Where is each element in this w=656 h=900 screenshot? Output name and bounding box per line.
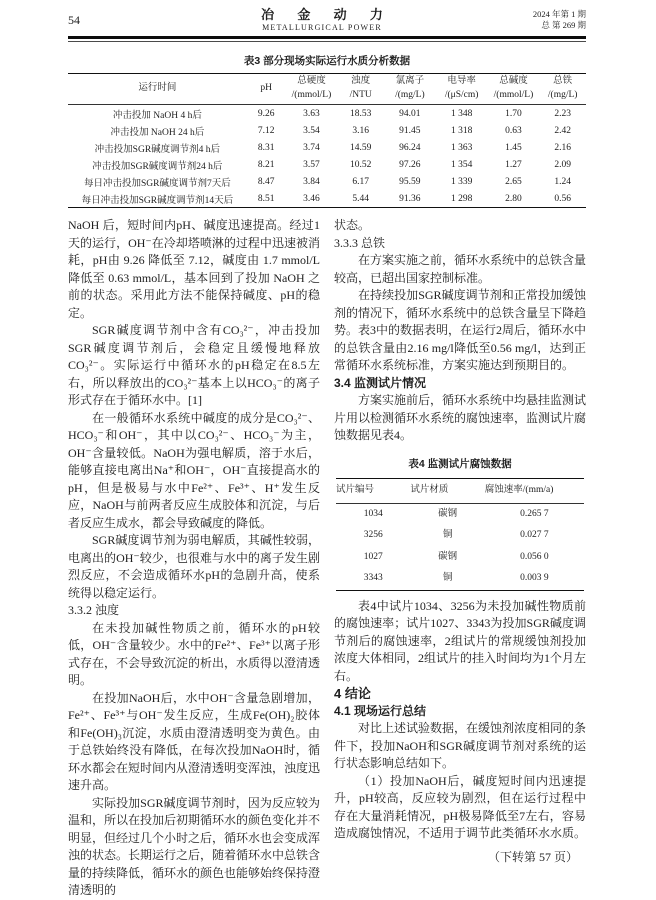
table-cell: 2.23 [554, 108, 571, 119]
journal-title-cn: 冶 金 动 力 [261, 7, 393, 22]
col-conductivity: 电导率 /(μS/cm) [436, 74, 488, 105]
table-cell: 7.12 [257, 125, 275, 136]
paragraph: 在持续投加SGR碱度调节剂和正常投加缓蚀剂的情况下，循环水系统中的总铁含量呈下降趋势。表3中的数据表明，在运行2周后，循环水中的总铁含量由2.16 mg/l降低至0.56 mg/l，达到正常循环水系统标准，方案实施达到预期目的。 [334, 288, 587, 373]
continued-on-note: （下转第 57 页） [487, 849, 578, 864]
table-cell: 8.31 [257, 142, 275, 153]
table-cell: 2.80 [505, 193, 522, 204]
table-cell: 0.056 0 [520, 551, 549, 562]
table-row [68, 173, 586, 190]
page-number: 54 [68, 12, 80, 27]
table-cell: 1.24 [554, 176, 571, 187]
table-row [336, 547, 584, 569]
table-cell: 18.53 [349, 108, 372, 119]
table-cell: 碳钢 [438, 551, 458, 562]
table-cell: 每日冲击投加SGR碱度调节剂7天后 [83, 178, 231, 189]
table-cell: 3.54 [303, 125, 320, 136]
table3-header [68, 74, 586, 105]
table-cell: 0.63 [505, 125, 522, 136]
table-cell: 0.027 7 [520, 530, 549, 541]
paragraph: 在投加NaOH后，水中OH⁻含量急剧增加，Fe²⁺、Fe³⁺与OH⁻发生反应，生成Fe(OH)₂胶体和Fe(OH)₃沉淀，水质由澄清透明变为黄色。由于总铁始终没有降低，在每次投加NaOH时，循环水都会在短时间内从澄清透明变浑浊，浊度迅速升高。 [68, 690, 321, 793]
table-cell: 1.45 [505, 142, 522, 153]
table-row [68, 122, 586, 139]
table-row [68, 190, 586, 208]
table-cell: 1034 [363, 508, 383, 519]
table-cell: 91.45 [399, 125, 421, 136]
table-cell: 2.42 [554, 125, 571, 136]
table-cell: 3.46 [303, 193, 320, 204]
table-cell: 3.16 [352, 125, 369, 136]
col-coupon-material: 试片材质 [410, 479, 484, 504]
table-cell: 碳钢 [438, 508, 458, 519]
table-cell: 1 298 [450, 193, 473, 204]
table-cell: 2.65 [505, 176, 522, 187]
table3-body [68, 105, 586, 208]
table4-body [336, 503, 584, 590]
paragraph: 对比上述试验数据，在缓蚀剂浓度相同的条件下，投加NaOH和SGR碱度调节剂对系统的运行状态影响总结如下。 [334, 721, 587, 771]
paragraph: 在一般循环水系统中碱度的成分是CO₃²⁻、HCO₃⁻和OH⁻，其中以CO₃²⁻、HCO₃⁻为主，OH⁻含量较低。NaOH为强电解质，溶于水后，能够直接电离出Na⁺和OH⁻，OH⁻直接提高水的pH，但是极易与水中Fe²⁺、Fe³⁺、H⁺发生反应，NaOH与前两者反应生成胶体和沉淀，与后者反应生成水，都会导致碱度的降低。 [68, 410, 320, 530]
table-cell: 冲击投加SGR碱度调节剂24 h后 [92, 161, 223, 172]
table-cell: 91.36 [399, 193, 421, 204]
heading-3-3-3: 3.3.3 总铁 [334, 235, 386, 250]
paragraph: SGR碱度调节剂中含有CO₃²⁻，冲击投加SGR碱度调节剂后，会稳定且缓慢地释放CO₃²⁻。实际运行中循环水的pH稳定在8.5左右，所以释放出的CO₃²⁻基本上以HCO₃⁻的离子形式存在于循环水中。[1] [68, 323, 320, 408]
col-hardness: 总硬度 /(mmol/L) [286, 74, 338, 105]
table-cell: 10.52 [349, 159, 372, 170]
table-cell: 97.26 [399, 159, 421, 170]
table3-header-row [68, 74, 586, 105]
table-cell: 5.44 [352, 193, 369, 204]
col-corrosion-rate: 腐蚀速率/(mm/a) [485, 479, 584, 504]
col-chloride: 氯离子 /(mg/L) [384, 74, 436, 105]
table-row [68, 139, 586, 156]
table-cell: 2.09 [554, 159, 571, 170]
table-row [68, 105, 586, 123]
left-column [68, 217, 320, 900]
table-cell: 3.57 [303, 159, 320, 170]
col-coupon-id: 试片编号 [336, 479, 410, 504]
journal-title-block [138, 8, 506, 32]
table-cell: 1.27 [505, 159, 522, 170]
col-runtime: 运行时间 [68, 74, 247, 105]
table-cell: 3256 [363, 530, 383, 541]
table-cell: 1 363 [450, 142, 473, 153]
table-cell: 6.17 [352, 176, 369, 187]
table3 [68, 73, 586, 208]
right-column [334, 217, 586, 900]
col-alkalinity: 总碱度 /(mmol/L) [488, 74, 540, 105]
table-row [68, 156, 586, 173]
heading-3-3-2: 3.3.2 浊度 [68, 603, 120, 618]
table4-wrap [334, 478, 586, 591]
paragraph: 状态。 [334, 218, 371, 233]
table-cell: 每日冲击投加SGR碱度调节剂14天后 [81, 195, 234, 206]
table-cell: 0.265 7 [520, 508, 549, 519]
issue-info [506, 9, 586, 32]
heading-4-1: 4.1 现场运行总结 [334, 703, 427, 718]
paragraph: SGR碱度调节剂为弱电解质，其碱性较弱，电离出的OH⁻较少，也很难与水中的离子发生剧烈反应，不会造成循环水pH的急剧升高，使系统得以稳定运行。 [68, 533, 320, 600]
table-cell: 95.59 [399, 176, 421, 187]
table-cell: 冲击投加SGR碱度调节剂4 h后 [94, 144, 221, 155]
table-cell: 1 339 [450, 176, 473, 187]
table-row [336, 503, 584, 525]
article-body [68, 217, 586, 900]
head-rule-thick [68, 36, 586, 39]
table4 [336, 478, 584, 591]
journal-title-en: METALLURGICAL POWER [262, 22, 382, 32]
table-cell: 94.01 [399, 108, 421, 119]
paragraph: 在方案实施之前，循环水系统中的总铁含量较高，已超出国家控制标准。 [334, 253, 587, 285]
table-cell: 1 348 [450, 108, 473, 119]
paragraph: 在未投加碱性物质之前，循环水的pH较低，OH⁻含量较少。水中的Fe²⁺、Fe³⁺以离子形式存在，不会导致沉淀的析出，水质得以澄清透明。 [68, 620, 321, 688]
table3-caption: 表3 部分现场实际运行水质分析数据 [243, 55, 411, 68]
table-cell: 2.16 [554, 142, 571, 153]
col-turbidity: 浊度 /NTU [337, 74, 384, 105]
table-cell: 3.63 [303, 108, 320, 119]
issue-line-2: 总 第 269 期 [541, 20, 586, 31]
paragraph: NaOH 后，短时间内pH、碱度迅速提高。经过1天的运行，OH⁻在冷却塔喷淋的过程中迅速被消耗，pH由 9.26 降低至 7.12，碱度由 1.7 mmol/L 降低至 0.63 mmol/L，基本回到了投加 NaOH 之前的状态。采用此方法不能保持碱度、pH的稳定。 [68, 218, 320, 320]
table-cell: 8.21 [257, 159, 275, 170]
table-cell: 8.51 [257, 193, 275, 204]
col-ph: pH [247, 74, 286, 105]
table-cell: 14.59 [349, 142, 372, 153]
paragraph: （1）投加NaOH后，碱度短时间内迅速提升，pH较高，反应较为剧烈，但在运行过程中存在大量消耗情况，pH极易降低至7左右，容易造成腐蚀情况，不适用于调节此类循环水水质。 [334, 773, 587, 841]
table-cell: 9.26 [257, 108, 275, 119]
running-head [68, 8, 586, 32]
table-cell: 0.56 [554, 193, 571, 204]
table-row [336, 568, 584, 590]
table-cell: 1 318 [450, 125, 473, 136]
heading-3-4: 3.4 监测试片情况 [334, 375, 427, 390]
table-cell: 1027 [363, 551, 383, 562]
table-cell: 1.70 [505, 108, 522, 119]
col-iron: 总铁 /(mg/L) [539, 74, 586, 105]
paragraph: 实际投加SGR碱度调节剂时，因为反应较为温和，所以在投加后初期循环水的颜色变化并不明显，但经过几个小时之后，循环水也会变成浑浊的状态。长期运行之后，随着循环水中总铁含量的持续降低，循环水的颜色也能够始终保持澄清透明的 [68, 795, 321, 898]
table-cell: 铜 [442, 530, 453, 541]
table-cell: 冲击投加 NaOH 4 h后 [112, 110, 202, 121]
table4-header-row [336, 479, 584, 504]
table-cell: 铜 [442, 573, 453, 584]
head-rule-thin [68, 41, 586, 42]
heading-4: 4 结论 [334, 686, 371, 702]
table4-header [336, 479, 584, 504]
table-cell: 0.003 9 [520, 573, 549, 584]
paragraph: 表4中试片1034、3256为未投加碱性物质前的腐蚀速率；试片1027、3343为投加SGR碱度调节剂后的腐蚀速率，2组试片的常规缓蚀剂投加浓度大体相同，2组试片的挂入时间均为1个月左右。 [334, 598, 587, 683]
table-cell: 1 354 [450, 159, 473, 170]
table-cell: 8.47 [257, 176, 275, 187]
table-cell: 3.74 [303, 142, 320, 153]
table-cell: 3343 [363, 573, 383, 584]
table-cell: 96.24 [399, 142, 421, 153]
table-cell: 3.84 [303, 176, 320, 187]
table4-caption: 表4 监测试片腐蚀数据 [408, 457, 512, 470]
paragraph: 方案实施前后，循环水系统中均悬挂监测试片用以检测循环水系统的腐蚀速率，监测试片腐蚀数据见表4。 [334, 393, 587, 443]
table-row [336, 525, 584, 547]
table-cell: 冲击投加 NaOH 24 h后 [110, 127, 205, 138]
issue-line-1: 2024 年第 1 期 [532, 8, 586, 19]
